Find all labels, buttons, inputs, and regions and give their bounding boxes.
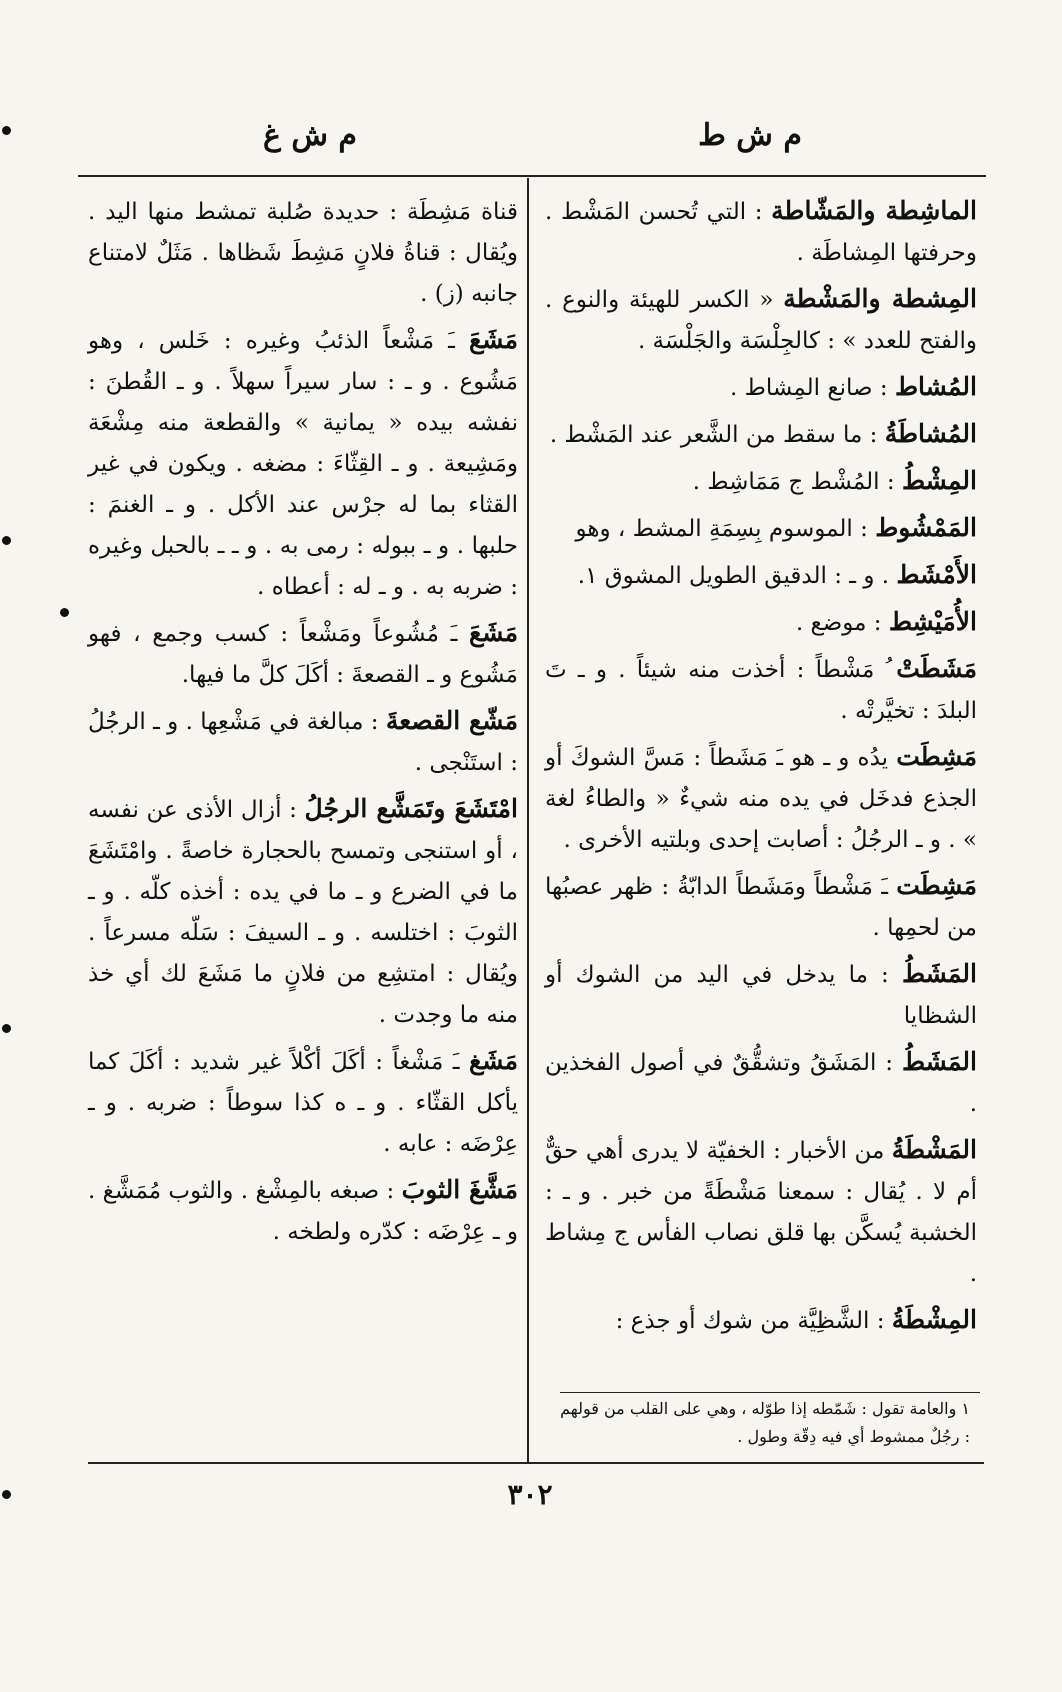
header-root-left: م ش غ xyxy=(263,118,357,153)
footnote: ١ والعامة تقول : شَمّطه إذا طوّله ، وهي على القلب من قولهم : رجُلٌ ممشوط أي فيه دِقّة وطول . xyxy=(560,1399,970,1446)
margin-mark xyxy=(2,1490,11,1499)
right-column xyxy=(545,190,977,1346)
headword: المِشْطَةُ xyxy=(891,1305,977,1334)
entry xyxy=(88,700,518,784)
entry xyxy=(88,612,518,696)
entry xyxy=(545,460,977,503)
definition: : الموسوم بِسِمَةِ المشط ، وهو xyxy=(575,516,876,542)
headword: المُشاطَةُ xyxy=(884,419,977,448)
definition: : الشَّظِيَّة من شوك أو جذع : xyxy=(615,1308,892,1334)
definition: من الأخبار : الخفيّة لا يدرى أهي حقٌّ أم لا . يُقال : سمعنا مَشْطَةً من خبر . و ـ : الخشبة يُسكَّن بها قلق نصاب الفأس ج مِشاط . xyxy=(545,1138,977,1287)
headword: مَشَعَ xyxy=(469,618,518,647)
top-rule xyxy=(78,175,986,177)
entry xyxy=(545,278,977,362)
margin-mark xyxy=(2,1024,11,1033)
entry xyxy=(88,319,518,608)
definition: : المَشَقُ وتشقُّقٌ في أصول الفخذين . xyxy=(545,1050,977,1117)
entry xyxy=(545,601,977,644)
headword: المِشطة والمَشْطة xyxy=(783,284,977,313)
headword: المَشَطُ xyxy=(901,1047,977,1076)
definition: « الكسر للهيئة والنوع . والفتح للعدد » : كالجِلْسَة والجَلْسَة . xyxy=(545,287,977,354)
headword: مَشَّغَ الثوبَ xyxy=(401,1175,518,1204)
entry xyxy=(88,1169,518,1253)
headword: مَشَطَتْ xyxy=(896,654,977,683)
left-column xyxy=(88,190,518,1257)
definition: ُ مَشْطاً : أخذت منه شيئاً . و ـ تَ البلدَ : تخيَّرتْه . xyxy=(545,657,977,724)
definition: . و ـ : الدقيق الطويل المشوق ١. xyxy=(577,563,897,589)
headword: مَشّع القصعةَ xyxy=(385,706,518,735)
headword: المَشْطَةُ xyxy=(891,1135,977,1164)
entry xyxy=(545,1129,977,1295)
entry xyxy=(545,953,977,1037)
definition: يدُه و ـ هو ـَ مَشَطاً : مَسَّ الشوكَ أو الجذع فدخَل في يده منه شيءٌ « والطاءُ لغة » . و ـ الرجُلُ : أصابت إحدى وبلتيه الأخرى . xyxy=(545,745,977,853)
entry xyxy=(545,554,977,597)
definition: : المُشْط ج مَمَاشِط . xyxy=(692,469,902,495)
definition: : صبغه بالمِشْغ . والثوب مُمَشَّغ . و ـ عِرْضَه : كدّره ولطخه . xyxy=(88,1178,518,1245)
definition: ـَ مَشْغاً : أكَلَ أكْلاً غير شديد : أكَلَ كما يأكل القثّاء . و ـ ه كذا سوطاً : ضربه . و ـ عِرْضَه : عابه . xyxy=(88,1049,518,1157)
entry xyxy=(88,190,518,315)
headword: المَشَطُ xyxy=(901,959,977,988)
entry xyxy=(88,788,518,1036)
entry xyxy=(545,1299,977,1342)
header-root-right: م ش ط xyxy=(698,118,802,153)
definition: : التي تُحسن المَشْط . وحرفتها المِشاطَة . xyxy=(545,199,977,266)
headword: مَشَغ xyxy=(469,1046,518,1075)
headword: الأُمَيْشِط xyxy=(888,607,977,636)
entry xyxy=(88,1040,518,1165)
definition: : مبالغة في مَشْعِها . و ـ الرجُلُ : استَنْجى . xyxy=(88,709,518,776)
margin-mark xyxy=(60,608,69,617)
margin-mark xyxy=(2,126,11,135)
page-number: ٣٠٢ xyxy=(507,1478,553,1511)
entry xyxy=(545,865,977,949)
entry xyxy=(545,413,977,456)
margin-mark xyxy=(2,536,11,545)
bottom-rule xyxy=(88,1462,984,1464)
entry xyxy=(545,190,977,274)
entry xyxy=(545,1041,977,1125)
headword: مَشِطَت xyxy=(896,871,977,900)
entry xyxy=(545,736,977,861)
definition: : ما يدخل في اليد من الشوك أو الشظايا xyxy=(545,962,977,1029)
entry xyxy=(545,366,977,409)
entry xyxy=(545,648,977,732)
headword: المُشاط xyxy=(894,372,977,401)
footnote-rule xyxy=(560,1392,980,1393)
headword: امْتَشَعَ وتَمَشَّع الرجُلُ xyxy=(304,794,518,823)
definition: : ما سقط من الشَّعر عند المَشْط . xyxy=(549,422,885,448)
definition: ـَ مَشْطاً ومَشَطاً الدابّةُ : ظهر عصبُها من لحمِها . xyxy=(545,874,977,941)
definition: ـَ مُشُوعاً ومَشْعاً : كسب وجمع ، فهو مَشُوع و ـ القصعةَ : أكَلَ كلَّ ما فيها. xyxy=(88,621,518,688)
headword: مَشِطَت xyxy=(896,742,977,771)
entry xyxy=(545,507,977,550)
headword: الماشِطة والمَشّاطة xyxy=(771,196,977,225)
definition: ـَ مَشْعاً الذئبُ وغيره : خَلس ، وهو مَشُوع . و ـ : سار سيراً سهلاً . و ـ القُطنَ : نفشه بيده « يمانية » والقطعة منه مِشْعَة ومَشِيعة . و ـ القِثّاءَ : مضغه . ويكون في غير القثاء بما له جرْس عند الأكل . و ـ الغنمَ : حلبها . و ـ ببوله : رمى به . و ـ ـ بالحبل وغيره : ضربه به . و ـ له : أعطاه . xyxy=(88,328,518,600)
headword: مَشَعَ xyxy=(469,325,518,354)
definition: : أزال الأذى عن نفسه ، أو استنجى وتمسح بالحجارة خاصةً . وامْتَشَعَ ما في الضرع و ـ ما في يده : أخذه كلّه . و ـ الثوبَ : اختلسه . و ـ السيفَ : سَلّه مسرعاً . ويُقال : امتشِع من فلانٍ ما مَشَعَ لك أي خذ منه ما وجدت . xyxy=(88,797,518,1028)
headword: الأَمْشَط xyxy=(896,560,977,589)
headword: المِشْطُ xyxy=(901,466,977,495)
definition: قناة مَشِطَة : حديدة صُلبة تمشط منها اليد . ويُقال : قناةُ فلانٍ مَشِطَ شَظاها . مَثَلٌ لامتناع جانبه (ز) . xyxy=(88,199,518,307)
definition: : موضع . xyxy=(795,610,889,636)
headword: المَمْشُوط xyxy=(875,513,977,542)
column-divider xyxy=(527,178,529,1462)
definition: : صانع المِشاط . xyxy=(729,375,895,401)
